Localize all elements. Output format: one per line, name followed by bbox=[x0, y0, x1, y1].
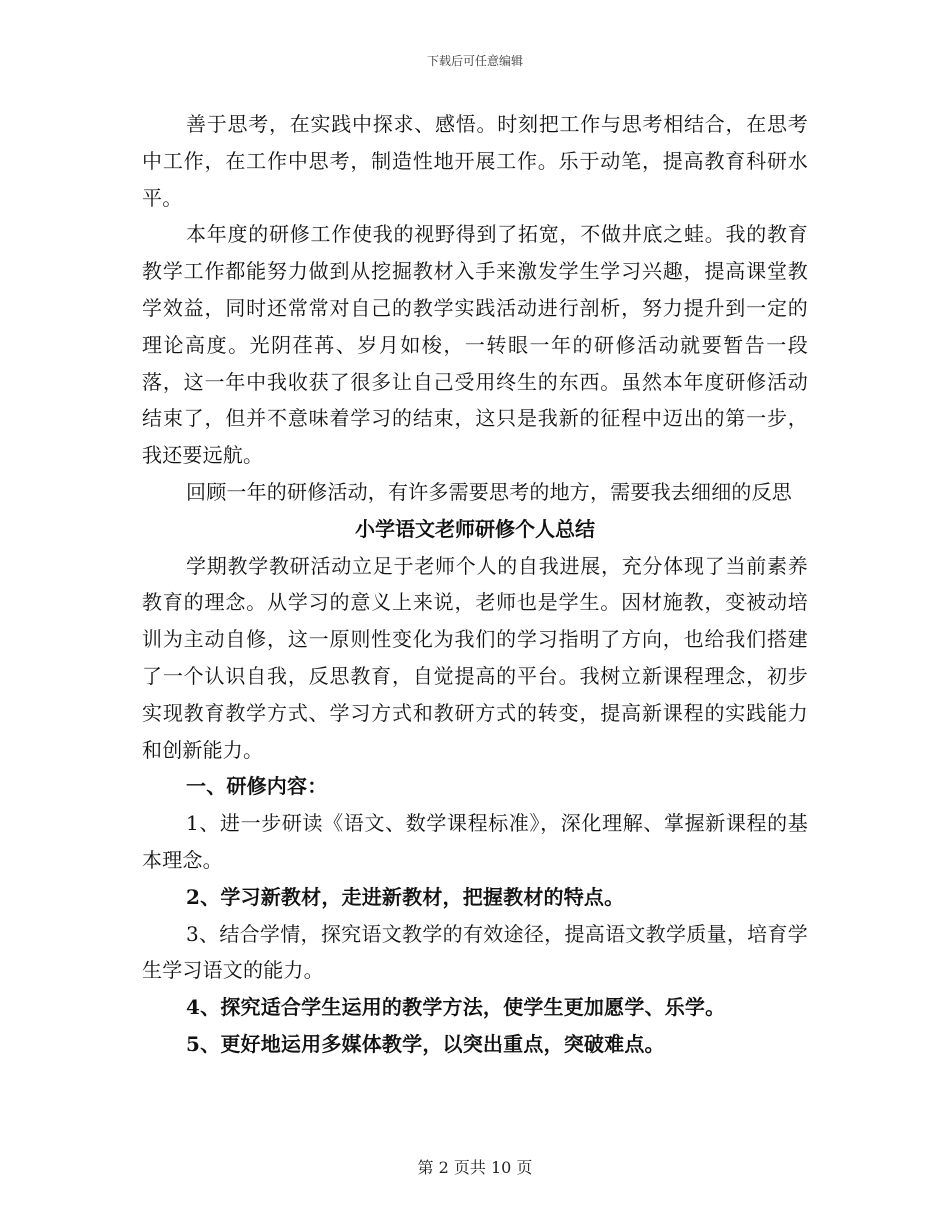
paragraph-review: 回顾一年的研修活动，有许多需要思考的地方，需要我去细细的反思 bbox=[186, 479, 792, 504]
page-header: 下载后可任意编辑 bbox=[426, 54, 523, 68]
paragraph-annual-summary: 本年度的研修工作使我的视野得到了拓宽，不做井底之蛙。我的教育教学工作都能努力做到从挖掘教材入手来激发学生学习兴趣，提高课堂教学效益，同时还常常对自己的教学实践活动进行剖析，努力提升到一定的理论高度。光阴荏苒、岁月如梭，一转眼一年的研修活动就要暂告一段落，这一年中我收获了很多让自己受用终生的东西。虽然本年度研修活动结束了，但并不意味着学习的结束，这只是我新的征程中迈出的第一步，我还要远航。 bbox=[142, 222, 808, 468]
section-heading-content: 一、研修内容： bbox=[186, 774, 328, 799]
paragraph-reflection: 善于思考，在实践中探求、感悟。时刻把工作与思考相结合，在思考中工作，在工作中思考，制造性地开展工作。乐于动笔，提高教育科研水平。 bbox=[142, 112, 808, 210]
list-item-5: 5、更好地运用多媒体教学，以突出重点，突破难点。 bbox=[186, 1031, 665, 1056]
paragraph-intro: 学期教学教研活动立足于老师个人的自我进展，充分体现了当前素养教育的理念。从学习的意义上来说，老师也是学生。因材施教，变被动培训为主动自修，这一原则性变化为我们的学习指明了方向，也给我们搭建了一个认识自我，反思教育，自觉提高的平台。我树立新课程理念，初步实现教育教学方式、学习方式和教研方式的转变，提高新课程的实践能力和创新能力。 bbox=[142, 553, 808, 762]
section-title: 小学语文老师研修个人总结 bbox=[355, 516, 595, 541]
list-item-1: 1、进一步研读《语文、数学课程标准》，深化理解、掌握新课程的基本理念。 bbox=[142, 811, 808, 872]
list-item-2: 2、学习新教材，走进新教材，把握教材的特点。 bbox=[186, 884, 625, 909]
document-body bbox=[142, 106, 808, 1063]
list-item-4: 4、探究适合学生运用的教学方法，使学生更加愿学、乐学。 bbox=[186, 995, 726, 1020]
page-footer: 第 2 页共 10 页 bbox=[417, 1158, 533, 1177]
list-item-3: 3、结合学情，探究语文教学的有效途径，提高语文教学质量，培育学生学习语文的能力。 bbox=[142, 921, 808, 983]
